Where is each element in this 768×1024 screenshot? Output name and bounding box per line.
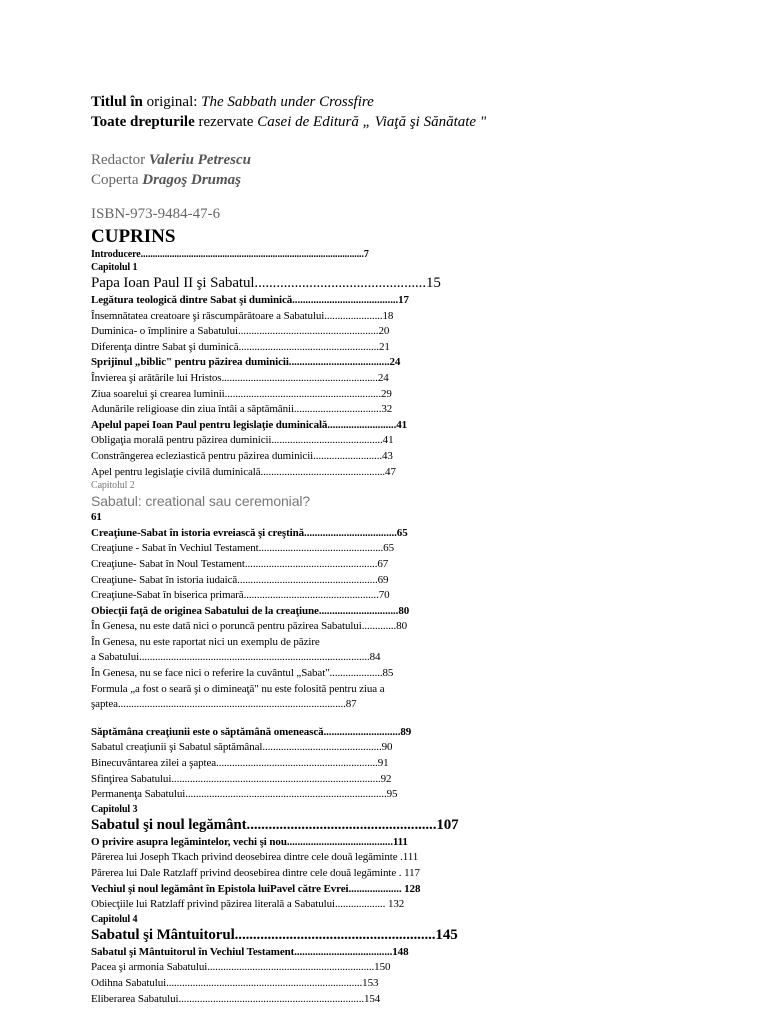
toc-entry: Capitolul 1 [91,262,138,273]
toc-entry: Creaţiune-Sabat în istoria evreiască şi creştină...................................65 [91,526,408,539]
toc-entry: În Genesa, nu este raportat nici un exemplu de păzire [91,635,320,648]
toc-entry: Părerea lui Joseph Tkach privind deosebirea dintre cele două legăminte .111 [91,851,419,864]
toc-entry: Ziua soarelui şi crearea luminii...........................................................29 [91,387,392,400]
toc-entry: Odihna Sabatului..........................................................................153 [91,976,379,989]
toc-entry: Săptămâna creaţiunii este o săptămână omenească.............................89 [91,725,412,738]
toc-entry: Constrângerea ecleziastică pentru păzirea duminicii..........................43 [91,449,393,462]
cover-name: Dragoş Drumaş [142,172,242,188]
toc-entry: Sabatul şi Mântuitorul.......................................................145 [91,926,458,943]
toc-entry: Binecuvântarea zilei a şaptea.............................................................91 [91,757,389,770]
toc-entry: Sprijinul „biblic" pentru păzirea duminicii......................................24 [91,356,401,369]
toc-entry [91,713,691,725]
toc-entry: Creaţiune- Sabat în Noul Testament..................................................67 [91,557,389,570]
toc-entry: Creaţiune- Sabat în istoria iudaică.....................................................69 [91,573,389,586]
cover-label: Coperta [91,172,143,188]
toc-entry: Învierea şi arătările lui Hristos...........................................................24 [91,371,389,384]
toc-entry: Capitolul 4 [91,913,138,925]
toc-entry: Sabatul creaţiunii şi Sabatul săptămânal.............................................90 [91,741,393,754]
isbn: ISBN-973-9484-47-6 [91,206,221,222]
toc-entry: Sabatul şi noul legământ....................................................107 [91,816,459,833]
toc-entry: a Sabatului.......................................................................................84 [91,651,381,664]
toc-entry: Părerea lui Dale Ratzlaff privind deosebirea dintre cele două legăminte . 117 [91,867,420,879]
toc-entry: Legătura teologică dintre Sabat şi duminică........................................17 [91,294,409,306]
toc-entry: Papa Ioan Paul II şi Sabatul...............................................15 [91,275,441,291]
toc-title: CUPRINS [91,226,176,247]
rights-label: Toate drepturile [91,114,195,130]
toc-entry: Introducere.............................................................................................7 [91,249,369,260]
toc-entry: Eliberarea Sabatului......................................................................154 [91,992,381,1005]
original-title-mid: original: [142,94,202,110]
toc-entry: Sfinţirea Sabatului...............................................................................92 [91,772,392,785]
rights-line [91,112,691,132]
toc-entry: Obiecţiile lui Ratzlaff privind păzirea literală a Sabatului................... 132 [91,898,405,911]
rights-mid: rezervate [194,114,258,130]
table-of-contents [91,248,691,1007]
toc-entry: În Genesa, nu este dată nici o poruncă pentru păzirea Sabatului.............80 [91,620,407,633]
toc-entry: Apel pentru legislaţie civilă duminicală...............................................47 [91,465,396,478]
toc-entry: Creaţiune-Sabat în biserica primară...................................................70 [91,589,390,602]
toc-entry: Diferenţa dintre Sabat şi duminică.....................................................21 [91,340,390,353]
editor-label: Redactor [91,152,149,168]
original-title-line [91,92,691,112]
rights-value: Casei de Editură „ Viaţă şi Sănătate " [257,114,487,130]
toc-entry: Formula „a fost o seară şi o dimineaţă" nu este folosită pentru ziua a [91,682,385,695]
original-title-label: Titlul în [91,94,143,110]
toc-entry: Sabatul şi Mântuitorul în Vechiul Testament.....................................148 [91,945,409,958]
toc-entry: Obiecţii faţă de originea Sabatului de la creaţiune..............................80 [91,604,410,617]
toc-entry: Apelul papei Ioan Paul pentru legislaţie duminicală..........................41 [91,418,408,431]
cover-line [91,170,691,190]
toc-entry: Însemnătatea creatoare şi răscumpărătoare a Sabatului......................18 [91,309,394,322]
original-title-value: The Sabbath under Crossfire [201,94,374,110]
toc-entry: Permanenţa Sabatului............................................................................95 [91,788,398,801]
toc-entry: Capitolul 2 [91,480,135,492]
toc-entry: Duminica- o împlinire a Sabatului.....................................................20 [91,325,390,338]
toc-entry: O privire asupra legămintelor, vechi şi nou........................................111 [91,835,408,848]
document-page [91,92,691,1007]
toc-entry: În Genesa, nu se face nici o referire la cuvântul „Sabat"....................85 [91,667,394,680]
toc-entry: Sabatul: creational sau ceremonial? [91,493,311,510]
toc-entry: 61 [91,511,102,524]
editor-name: Valeriu Petrescu [148,152,251,168]
editor-line [91,150,691,170]
toc-entry: Creaţiune - Sabat în Vechiul Testament...............................................65 [91,542,394,555]
toc-entry: Capitolul 3 [91,803,138,815]
toc-entry: şaptea......................................................................................87 [91,698,357,711]
toc-entry: Adunările religioase din ziua întâi a săptămânii.................................32 [91,403,393,416]
toc-entry: Obligaţia morală pentru păzirea duminicii..........................................41 [91,434,394,447]
toc-entry: Pacea şi armonia Sabatului...............................................................150 [91,961,391,974]
toc-entry: Vechiul şi noul legământ în Epistola luiPavel către Evrei.................... 128 [91,882,421,895]
